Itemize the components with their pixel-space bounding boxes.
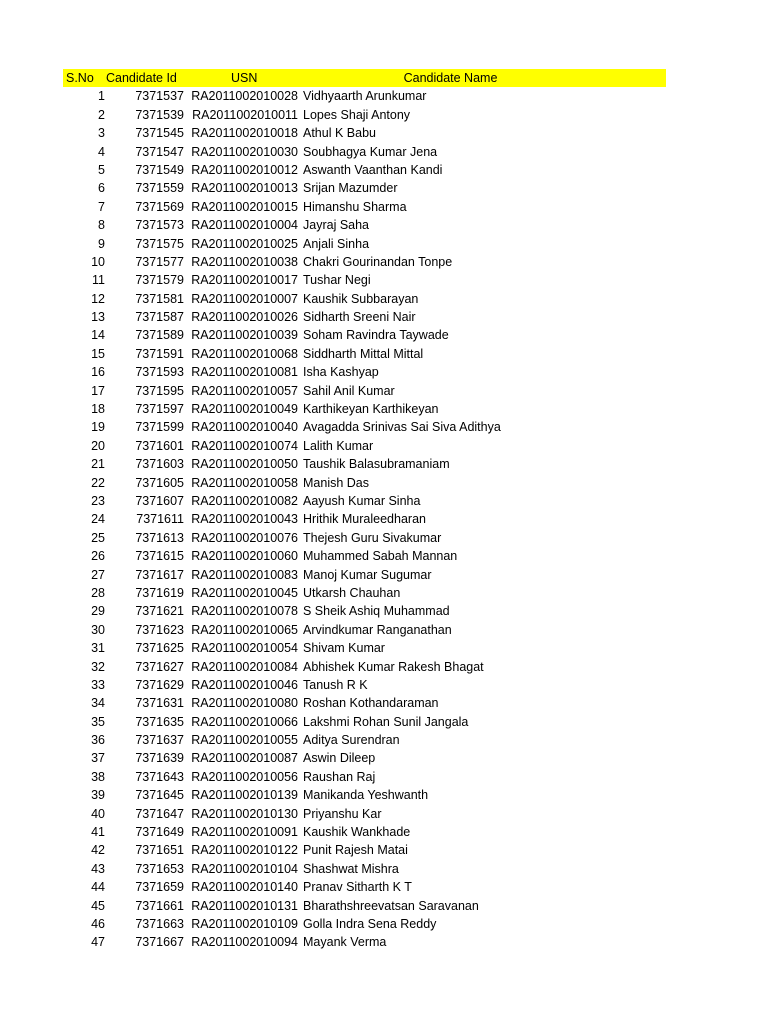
cell-candidate-id: 7371593 [135, 365, 184, 380]
table-row [63, 805, 666, 823]
cell-usn: RA2011002010082 [191, 493, 298, 508]
header-usn: USN [231, 71, 258, 85]
cell-candidate-id: 7371643 [135, 769, 184, 784]
cell-usn: RA2011002010083 [191, 567, 298, 582]
cell-candidate-id: 7371589 [135, 328, 184, 343]
candidate-table [63, 69, 666, 952]
cell-candidate-name: Pranav Sitharth K T [303, 880, 412, 895]
cell-candidate-name: Chakri Gourinandan Tonpe [303, 254, 453, 269]
cell-sno: 19 [91, 420, 105, 435]
cell-candidate-id: 7371597 [135, 402, 184, 417]
table-body [63, 87, 666, 951]
cell-sno: 23 [91, 493, 105, 508]
cell-sno: 7 [98, 199, 105, 214]
cell-candidate-id: 7371599 [135, 420, 184, 435]
cell-sno: 40 [91, 806, 105, 821]
table-row [63, 308, 666, 326]
table-row [63, 418, 666, 436]
cell-candidate-name: Himanshu Sharma [303, 199, 407, 214]
table-row [63, 841, 666, 859]
cell-candidate-id: 7371595 [135, 383, 184, 398]
cell-usn: RA2011002010139 [191, 788, 298, 803]
table-row [63, 602, 666, 620]
cell-candidate-name: Jayraj Saha [303, 218, 370, 233]
cell-sno: 10 [91, 254, 105, 269]
cell-sno: 6 [98, 181, 105, 196]
cell-candidate-name: Golla Indra Sena Reddy [303, 916, 437, 931]
cell-usn: RA2011002010057 [191, 383, 298, 398]
cell-sno: 4 [98, 144, 105, 159]
cell-candidate-id: 7371651 [135, 843, 184, 858]
cell-candidate-id: 7371545 [135, 126, 184, 141]
cell-usn: RA2011002010068 [191, 346, 298, 361]
table-row [63, 363, 666, 381]
cell-usn: RA2011002010049 [191, 402, 298, 417]
cell-sno: 36 [91, 733, 105, 748]
cell-usn: RA2011002010060 [191, 549, 298, 564]
cell-candidate-id: 7371577 [135, 254, 184, 269]
cell-candidate-id: 7371639 [135, 751, 184, 766]
cell-usn: RA2011002010030 [191, 144, 298, 159]
cell-candidate-id: 7371619 [135, 585, 184, 600]
cell-sno: 14 [91, 328, 105, 343]
cell-candidate-name: Roshan Kothandaraman [303, 696, 439, 711]
cell-candidate-id: 7371637 [135, 733, 184, 748]
table-row [63, 400, 666, 418]
cell-sno: 31 [91, 641, 105, 656]
cell-candidate-name: Shashwat Mishra [303, 861, 399, 876]
table-row [63, 143, 666, 161]
cell-sno: 27 [91, 567, 105, 582]
cell-usn: RA2011002010013 [191, 181, 298, 196]
cell-candidate-name: Lopes Shaji Antony [303, 107, 411, 122]
cell-usn: RA2011002010122 [191, 843, 298, 858]
cell-candidate-id: 7371649 [135, 825, 184, 840]
cell-sno: 8 [98, 218, 105, 233]
cell-sno: 3 [98, 126, 105, 141]
cell-usn: RA2011002010074 [191, 438, 298, 453]
cell-candidate-name: Soubhagya Kumar Jena [303, 144, 438, 159]
table-row [63, 860, 666, 878]
cell-candidate-id: 7371661 [135, 898, 184, 913]
table-row [63, 786, 666, 804]
table-row [63, 676, 666, 694]
cell-candidate-name: Soham Ravindra Taywade [303, 328, 449, 343]
header-sno: S.No [66, 71, 94, 85]
table-row [63, 731, 666, 749]
cell-candidate-name: Punit Rajesh Matai [303, 843, 408, 858]
cell-sno: 1 [98, 89, 105, 104]
cell-sno: 26 [91, 549, 105, 564]
cell-usn: RA2011002010046 [191, 677, 298, 692]
cell-sno: 12 [91, 291, 105, 306]
cell-sno: 34 [91, 696, 105, 711]
cell-usn: RA2011002010012 [191, 162, 298, 177]
cell-candidate-id: 7371663 [135, 916, 184, 931]
cell-candidate-id: 7371601 [135, 438, 184, 453]
cell-candidate-name: Priyanshu Kar [303, 806, 382, 821]
cell-sno: 22 [91, 475, 105, 490]
cell-candidate-id: 7371647 [135, 806, 184, 821]
cell-sno: 18 [91, 402, 105, 417]
cell-candidate-name: Aswin Dileep [303, 751, 376, 766]
table-row [63, 106, 666, 124]
cell-candidate-name: Thejesh Guru Sivakumar [303, 530, 442, 545]
cell-usn: RA2011002010140 [191, 880, 298, 895]
cell-candidate-name: Vidhyaarth Arunkumar [303, 89, 427, 104]
table-row [63, 437, 666, 455]
cell-candidate-name: Avagadda Srinivas Sai Siva Adithya [303, 420, 501, 435]
cell-sno: 32 [91, 659, 105, 674]
cell-candidate-id: 7371607 [135, 493, 184, 508]
table-row [63, 271, 666, 289]
cell-candidate-id: 7371613 [135, 530, 184, 545]
cell-candidate-name: Arvindkumar Ranganathan [303, 622, 452, 637]
cell-usn: RA2011002010058 [191, 475, 298, 490]
table-row [63, 639, 666, 657]
table-header-row [63, 69, 666, 87]
cell-candidate-name: Hrithik Muraleedharan [303, 512, 426, 527]
cell-usn: RA2011002010078 [191, 604, 298, 619]
cell-candidate-name: Aayush Kumar Sinha [303, 493, 421, 508]
cell-candidate-name: Utkarsh Chauhan [303, 585, 401, 600]
table-row [63, 235, 666, 253]
cell-usn: RA2011002010080 [191, 696, 298, 711]
table-row [63, 290, 666, 308]
cell-candidate-id: 7371569 [135, 199, 184, 214]
cell-sno: 11 [92, 273, 105, 288]
cell-usn: RA2011002010076 [191, 530, 298, 545]
cell-usn: RA2011002010038 [191, 254, 298, 269]
cell-sno: 2 [98, 107, 105, 122]
cell-sno: 5 [98, 162, 105, 177]
cell-candidate-name: Aswanth Vaanthan Kandi [303, 162, 443, 177]
cell-usn: RA2011002010028 [191, 89, 298, 104]
cell-candidate-name: Manoj Kumar Sugumar [303, 567, 432, 582]
cell-usn: RA2011002010043 [191, 512, 298, 527]
cell-usn: RA2011002010040 [191, 420, 298, 435]
cell-sno: 35 [91, 714, 105, 729]
cell-usn: RA2011002010081 [191, 365, 298, 380]
table-row [63, 510, 666, 528]
cell-candidate-name: S Sheik Ashiq Muhammad [303, 604, 450, 619]
table-row [63, 529, 666, 547]
cell-usn: RA2011002010130 [191, 806, 298, 821]
cell-candidate-id: 7371653 [135, 861, 184, 876]
table-row [63, 216, 666, 234]
table-row [63, 492, 666, 510]
table-row [63, 694, 666, 712]
cell-candidate-id: 7371629 [135, 677, 184, 692]
cell-candidate-id: 7371581 [135, 291, 184, 306]
cell-candidate-id: 7371591 [135, 346, 184, 361]
cell-usn: RA2011002010004 [191, 218, 298, 233]
cell-usn: RA2011002010109 [191, 916, 298, 931]
cell-candidate-name: Isha Kashyap [303, 365, 379, 380]
cell-candidate-name: Srijan Mazumder [303, 181, 398, 196]
cell-usn: RA2011002010066 [191, 714, 298, 729]
cell-candidate-id: 7371575 [135, 236, 184, 251]
cell-usn: RA2011002010084 [191, 659, 298, 674]
cell-candidate-name: Sidharth Sreeni Nair [303, 310, 416, 325]
header-candidate-name: Candidate Name [403, 71, 498, 85]
table-row [63, 198, 666, 216]
cell-candidate-name: Aditya Surendran [303, 733, 400, 748]
cell-sno: 38 [91, 769, 105, 784]
cell-sno: 44 [91, 880, 105, 895]
cell-candidate-name: Abhishek Kumar Rakesh Bhagat [303, 659, 484, 674]
table-row [63, 124, 666, 142]
cell-usn: RA2011002010011 [192, 107, 298, 122]
cell-candidate-name: Mayank Verma [303, 935, 387, 950]
cell-usn: RA2011002010018 [191, 126, 298, 141]
cell-candidate-id: 7371659 [135, 880, 184, 895]
cell-candidate-id: 7371621 [135, 604, 184, 619]
table-row [63, 547, 666, 565]
cell-usn: RA2011002010007 [191, 291, 298, 306]
cell-candidate-name: Lakshmi Rohan Sunil Jangala [303, 714, 469, 729]
table-row [63, 179, 666, 197]
table-row [63, 749, 666, 767]
table-row [63, 823, 666, 841]
cell-sno: 42 [91, 843, 105, 858]
cell-usn: RA2011002010045 [191, 585, 298, 600]
cell-sno: 41 [91, 825, 105, 840]
cell-usn: RA2011002010025 [191, 236, 298, 251]
cell-candidate-id: 7371623 [135, 622, 184, 637]
cell-usn: RA2011002010104 [191, 861, 298, 876]
table-row [63, 253, 666, 271]
cell-sno: 25 [91, 530, 105, 545]
cell-sno: 21 [91, 457, 105, 472]
cell-usn: RA2011002010065 [191, 622, 298, 637]
cell-sno: 15 [91, 346, 105, 361]
cell-sno: 13 [91, 310, 105, 325]
header-candidate-id: Candidate Id [106, 71, 177, 85]
table-row [63, 474, 666, 492]
cell-usn: RA2011002010091 [191, 825, 298, 840]
cell-candidate-id: 7371645 [135, 788, 184, 803]
table-row [63, 621, 666, 639]
cell-usn: RA2011002010050 [191, 457, 298, 472]
cell-candidate-name: Siddharth Mittal Mittal [303, 346, 424, 361]
cell-candidate-id: 7371615 [135, 549, 184, 564]
cell-candidate-id: 7371537 [135, 89, 184, 104]
table-row [63, 897, 666, 915]
cell-candidate-id: 7371573 [135, 218, 184, 233]
table-row [63, 326, 666, 344]
cell-sno: 46 [91, 916, 105, 931]
cell-usn: RA2011002010026 [191, 310, 298, 325]
cell-usn: RA2011002010015 [191, 199, 298, 214]
table-row [63, 455, 666, 473]
cell-sno: 37 [91, 751, 105, 766]
cell-sno: 17 [91, 383, 105, 398]
cell-usn: RA2011002010094 [191, 935, 298, 950]
cell-candidate-name: Karthikeyan Karthikeyan [303, 402, 439, 417]
cell-usn: RA2011002010087 [191, 751, 298, 766]
cell-candidate-name: Athul K Babu [303, 126, 376, 141]
table-row [63, 161, 666, 179]
table-row [63, 713, 666, 731]
cell-candidate-name: Sahil Anil Kumar [303, 383, 395, 398]
cell-sno: 30 [91, 622, 105, 637]
cell-usn: RA2011002010131 [191, 898, 298, 913]
cell-sno: 24 [91, 512, 105, 527]
cell-sno: 29 [91, 604, 105, 619]
cell-candidate-name: Bharathshreevatsan Saravanan [303, 898, 479, 913]
table-row [63, 878, 666, 896]
cell-candidate-name: Kaushik Wankhade [303, 825, 411, 840]
cell-sno: 45 [91, 898, 105, 913]
cell-sno: 43 [91, 861, 105, 876]
cell-candidate-id: 7371631 [135, 696, 184, 711]
cell-sno: 16 [91, 365, 105, 380]
table-row [63, 658, 666, 676]
cell-sno: 39 [91, 788, 105, 803]
cell-usn: RA2011002010054 [191, 641, 298, 656]
cell-candidate-id: 7371559 [135, 181, 184, 196]
cell-candidate-id: 7371547 [135, 144, 184, 159]
cell-candidate-id: 7371611 [136, 512, 184, 527]
cell-candidate-id: 7371617 [135, 567, 184, 582]
cell-candidate-name: Shivam Kumar [303, 641, 385, 656]
cell-sno: 33 [91, 677, 105, 692]
cell-candidate-name: Kaushik Subbarayan [303, 291, 419, 306]
table-row [63, 566, 666, 584]
cell-candidate-name: Muhammed Sabah Mannan [303, 549, 458, 564]
cell-sno: 9 [98, 236, 105, 251]
cell-sno: 20 [91, 438, 105, 453]
cell-sno: 47 [91, 935, 105, 950]
cell-candidate-id: 7371579 [135, 273, 184, 288]
table-row [63, 382, 666, 400]
cell-usn: RA2011002010017 [191, 273, 298, 288]
table-row [63, 768, 666, 786]
cell-usn: RA2011002010056 [191, 769, 298, 784]
cell-candidate-name: Manish Das [303, 475, 369, 490]
cell-candidate-id: 7371625 [135, 641, 184, 656]
table-row [63, 584, 666, 602]
table-row [63, 345, 666, 363]
cell-candidate-name: Lalith Kumar [303, 438, 374, 453]
cell-candidate-name: Tushar Negi [303, 273, 371, 288]
table-row [63, 87, 666, 105]
cell-candidate-id: 7371587 [135, 310, 184, 325]
table-row [63, 933, 666, 951]
cell-candidate-id: 7371539 [135, 107, 184, 122]
cell-candidate-name: Tanush R K [303, 677, 368, 692]
cell-candidate-id: 7371549 [135, 162, 184, 177]
cell-candidate-name: Anjali Sinha [303, 236, 370, 251]
cell-candidate-id: 7371635 [135, 714, 184, 729]
cell-candidate-name: Taushik Balasubramaniam [303, 457, 450, 472]
cell-candidate-id: 7371603 [135, 457, 184, 472]
cell-candidate-name: Manikanda Yeshwanth [303, 788, 429, 803]
cell-usn: RA2011002010039 [191, 328, 298, 343]
cell-usn: RA2011002010055 [191, 733, 298, 748]
cell-candidate-id: 7371667 [135, 935, 184, 950]
cell-candidate-id: 7371627 [135, 659, 184, 674]
cell-candidate-id: 7371605 [135, 475, 184, 490]
cell-candidate-name: Raushan Raj [303, 769, 376, 784]
table-row [63, 915, 666, 933]
cell-sno: 28 [91, 585, 105, 600]
